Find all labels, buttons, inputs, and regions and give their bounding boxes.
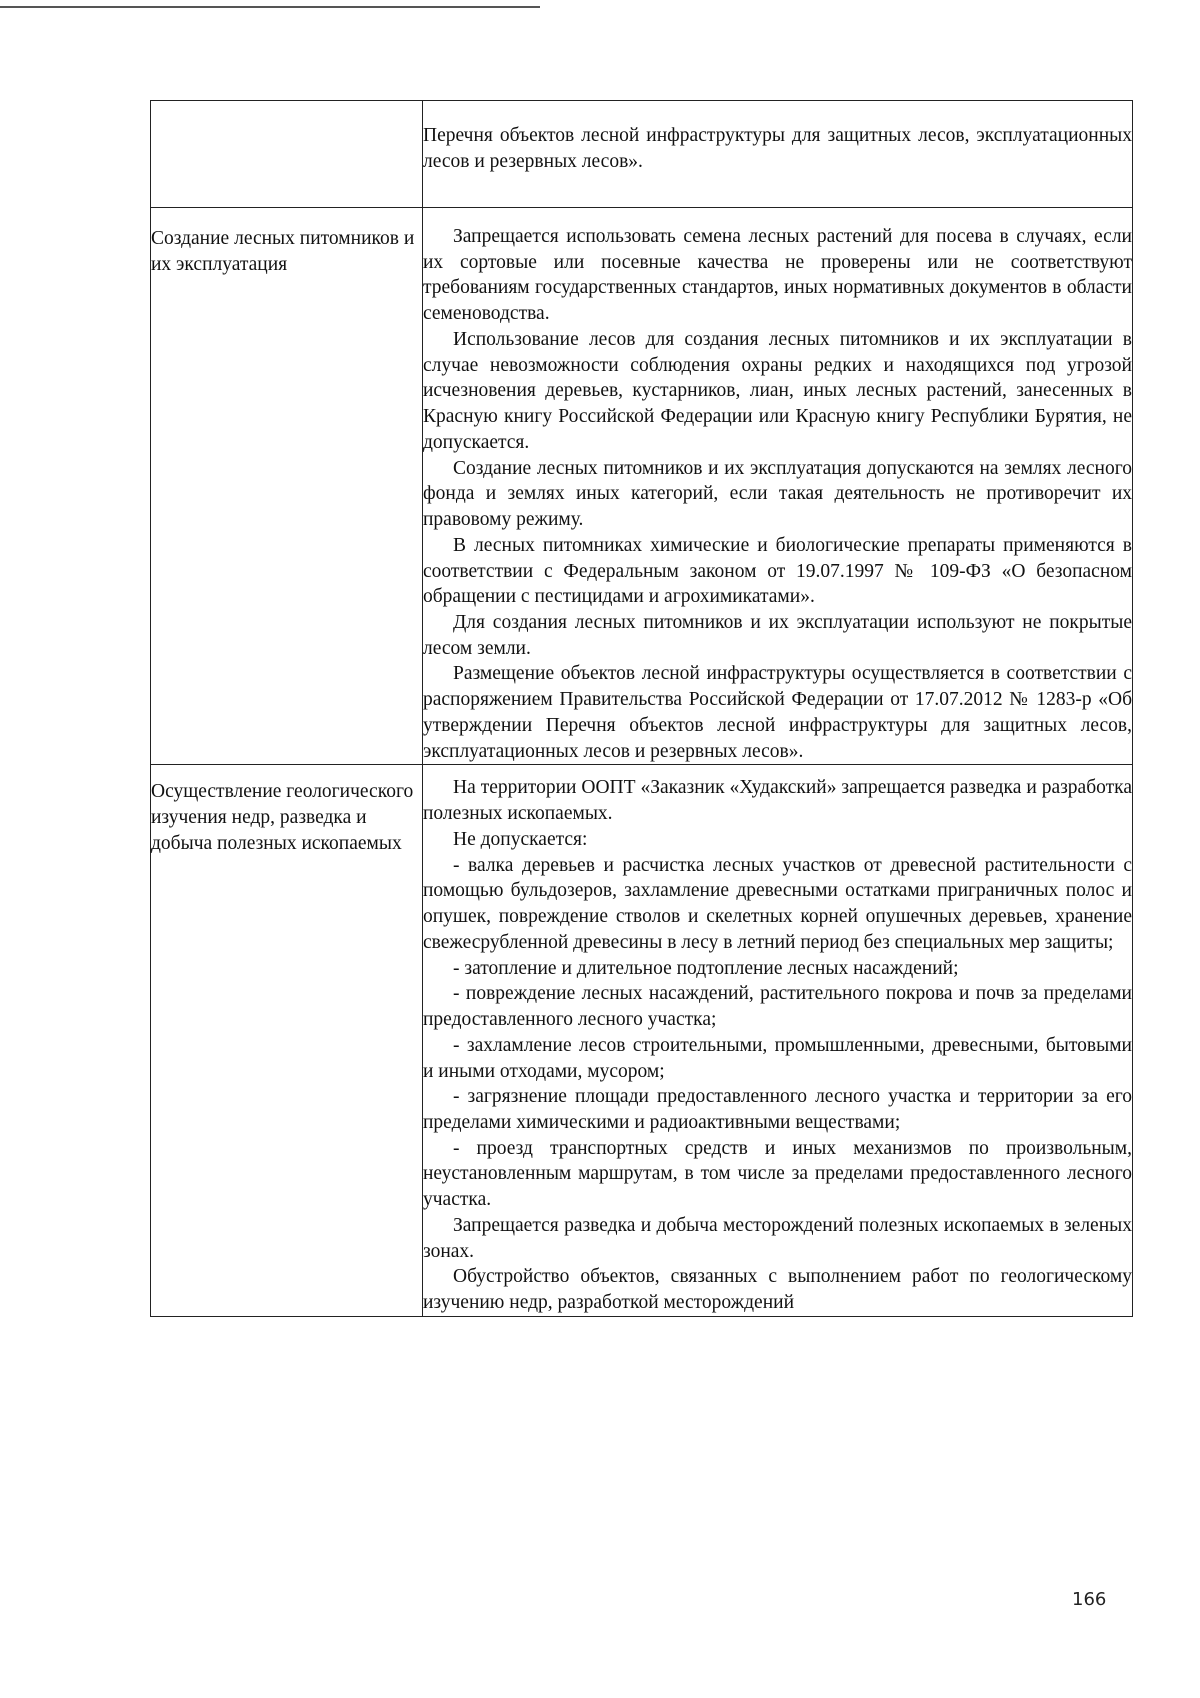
paragraph: Создание лесных питомников и их эксплуатация допускаются на землях лесного фонда и землях иных категорий, если такая деятельность не противоречит их правовому режиму.: [423, 457, 1132, 531]
paragraph: На территории ООПТ «Заказник «Худакский» запрещается разведка и разработка полезных ископаемых.: [423, 777, 1132, 825]
paragraph: Размещение объектов лесной инфраструктуры осуществляется в соответствии с распоряжением Правительства Российской Федерации от 17.07.2012 № 1283-р «Об утверждении Перечня объектов лесной инфраструктуры для защитных лесов, эксплуатационных лесов и резервных лесов».: [423, 663, 1132, 762]
paragraph: Запрещается использовать семена лесных растений для посева в случаях, если их сортовые или посевные качества не проверены или не соответствуют требованиям государственных стандартов, иных нормативных документов в области семеноводства.: [423, 226, 1132, 325]
row-label: Создание лесных питомников и их эксплуатация: [151, 208, 423, 765]
table-row: [151, 101, 1133, 208]
row-content: [423, 101, 1133, 208]
list-item: - повреждение лесных насаждений, растительного покрова и почв за пределами предоставленного лесного участка;: [423, 983, 1132, 1031]
row-content: [423, 208, 1133, 765]
paragraph: В лесных питомниках химические и биологические препараты применяются в соответствии с Федеральным законом от 19.07.1997 № 109-ФЗ «О безопасном обращении с пестицидами и агрохимикатами».: [423, 534, 1132, 608]
list-item: - загрязнение площади предоставленного лесного участка и территории за его пределами химическими и радиоактивными веществами;: [423, 1086, 1132, 1133]
row-label: [151, 101, 423, 208]
table-row: [151, 765, 1133, 1316]
paragraph: Не допускается:: [453, 828, 588, 850]
scan-edge-line: [0, 6, 540, 8]
list-item: - затопление и длительное подтопление лесных насаждений;: [453, 957, 959, 979]
page-number: 166: [1072, 1589, 1107, 1610]
paragraph: Обустройство объектов, связанных с выполнением работ по геологическому изучению недр, разработкой месторождений: [423, 1266, 1132, 1314]
row-label: Осуществление геологического изучения недр, разведка и добыча полезных ископаемых: [151, 765, 423, 1316]
paragraph: Для создания лесных питомников и их эксплуатации используют не покрытые лесом земли.: [423, 612, 1132, 659]
paragraph: Запрещается разведка и добыча месторождений полезных ископаемых в зеленых зонах.: [423, 1214, 1132, 1262]
list-item: - проезд транспортных средств и иных механизмов по произвольным, неустановленным маршрутам, в том числе за пределами предоставленного лесного участка.: [423, 1137, 1132, 1211]
row-content: [423, 765, 1133, 1316]
table-row: [151, 208, 1133, 765]
list-item: - захламление лесов строительными, промышленными, древесными, бытовыми и иными отходами, мусором;: [423, 1034, 1132, 1082]
list-item: - валка деревьев и расчистка лесных участков от древесной растительности с помощью бульдозеров, захламление древесными остатками приграничных полос и опушек, повреждение стволов и скелетных корней опушечных деревьев, хранение свежесрубленной древесины в лесу в летний период без специальных мер защиты;: [423, 854, 1132, 953]
paragraph: Использование лесов для создания лесных питомников и их эксплуатации в случае невозможности соблюдения охраны редких и находящихся под угрозой исчезновения деревьев, кустарников, лиан, иных лесных растений, занесенных в Красную книгу Российской Федерации или Красную книгу Республики Бурятия, не допускается.: [423, 328, 1132, 453]
paragraph: Перечня объектов лесной инфраструктуры для защитных лесов, эксплуатационных лесов и резервных лесов».: [423, 125, 1132, 172]
regulations-table: [150, 100, 1133, 1317]
